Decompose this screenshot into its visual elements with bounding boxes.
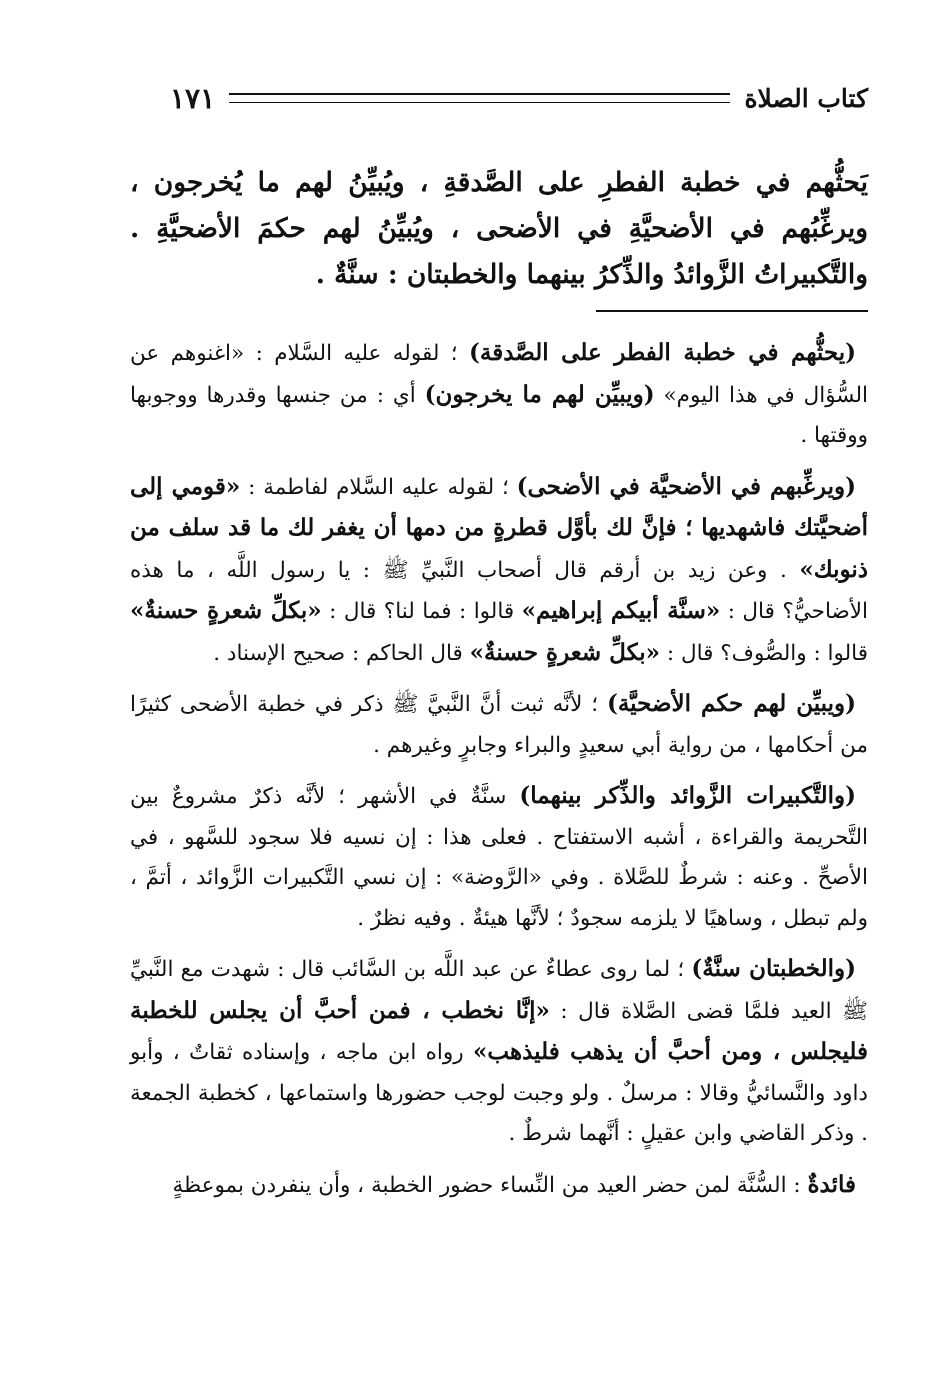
commentary-paragraph [130, 949, 868, 1155]
quoted-text: (والخطبتان سنَّةٌ) [691, 955, 856, 982]
main-text: يَحثُّهم في خطبة الفطرِ على الصَّدقةِ ، ويُبيِّنُ لهم ما يُخرجون ، ويرغِّبُهم في الأضحيَّةِ في الأضحى ، ويُبيِّنُ لهم حكمَ الأضحيَّةِ . والتَّكبيراتُ الزَّوائدُ والذِّكرُ بينهما والخطبتان : سنَّةٌ . [130, 167, 868, 290]
commentary-text: قالوا : فما لنا؟ قال : [321, 599, 522, 624]
quoted-text: «قومي إلى أضحيَّتك فاشهديها ؛ فإنَّ لك بأوَّل قطرةٍ من دمها أن يغفر لك ما قد سلف من ذنوبك» [130, 472, 868, 583]
commentary [130, 333, 868, 1216]
commentary-text: ؛ لما روى عطاءٌ عن عبد اللَّه بن السَّائب قال : شهدت مع النَّبيِّ ﷺ العيد فلمَّا قضى الصَّلاة قال : [130, 957, 869, 1024]
page-number: ١٧١ [170, 81, 216, 115]
quoted-text: «بكلِّ شعرةٍ حسنةٌ» [469, 638, 661, 666]
quoted-text: (ويرغِّبهم في الأضحيَّة في الأضحى) [516, 472, 856, 500]
quoted-text: (يحثُّهم في خطبة الفطر على الصَّدقة) [468, 339, 856, 366]
commentary-paragraph [130, 684, 868, 766]
quoted-text: «سنَّة أبيكم إبراهيم» [521, 597, 721, 624]
footnote-divider [596, 310, 868, 312]
quoted-text: (والتَّكبيرات الزَّوائد والذِّكر بينهما) [519, 782, 857, 809]
commentary-text: ؛ لأنَّه ثبت أنَّ النَّبيَّ ﷺ ذكر في خطبة الأضحى كثيرًا من أحكامها ، من رواية أبي سعيدٍ والبراء وجابرٍ وغيرهم . [130, 692, 868, 758]
commentary-paragraph [130, 333, 868, 457]
commentary-paragraph [130, 776, 868, 939]
running-title: كتاب الصلاة [744, 83, 868, 113]
quoted-text: (ويبيِّن لهم ما يخرجون) [424, 380, 655, 408]
commentary-text: ؛ لقوله عليه السَّلام لفاطمة : [240, 474, 517, 500]
header-rule [229, 93, 730, 103]
commentary-text: سنَّةٌ في الأشهر ؛ لأنَّه ذكرٌ مشروعٌ بين التَّحريمة والقراءة ، أشبه الاستفتاح . فعلى هذا : إن نسيه فلا سجود للسَّهو ، في الأصحِّ . وعنه : شرطٌ للصَّلاة . وفي «الرَّوضة» : إن نسي التَّكبيرات الزَّوائد ، أتمَّ ، ولم تبطل ، وساهيًا لا يلزمه سجودٌ ؛ لأنَّها هيئةٌ . وفيه نظرٌ . [130, 784, 868, 931]
quoted-text: «إنَّا نخطب ، فمن أحبَّ أن يجلس للخطبة فليجلس ، ومن أحبَّ أن يذهب فليذهب» [130, 996, 868, 1065]
commentary-text: ؛ لقوله عليه السَّلام : «اغنوهم عن السُّؤال في هذا اليوم» [130, 341, 869, 408]
note-label: فائدةٌ [807, 1170, 856, 1198]
commentary-paragraph [130, 1165, 868, 1207]
commentary-text: قال الحاكم : صحيح الإسناد . [213, 640, 470, 666]
commentary-text: قالوا : والصُّوف؟ قال : [660, 640, 868, 666]
quoted-text: (ويبيِّن لهم حكم الأضحيَّة) [606, 690, 857, 717]
commentary-text: رواه ابن ماجه ، وإسناده ثقاتٌ ، وأبو داود والنَّسائيُّ وقالا : مرسلٌ . ولو وجبت لوجب حضورها واستماعها ، كخطبة الجمعة . وذكر القاضي وابن عقيلٍ : أنَّهما شرطٌ . [130, 1040, 868, 1146]
commentary-text: . وعن زيد بن أرقم قال أصحاب النَّبيِّ ﷺ : يا رسول اللَّه ، ما هذه الأضاحيُّ؟ قال : [130, 557, 869, 624]
page-header [170, 78, 868, 118]
commentary-paragraph [130, 467, 868, 675]
commentary-text: أي : من جنسها وقدرها ووجوبها ووقتها . [130, 382, 868, 448]
quoted-text: «بكلِّ شعرةٍ حسنةٌ» [130, 597, 322, 624]
commentary-text: : السُّنَّة لمن حضر العيد من النِّساء حضور الخطبة ، وأن ينفردن بموعظةٍ [172, 1172, 808, 1198]
